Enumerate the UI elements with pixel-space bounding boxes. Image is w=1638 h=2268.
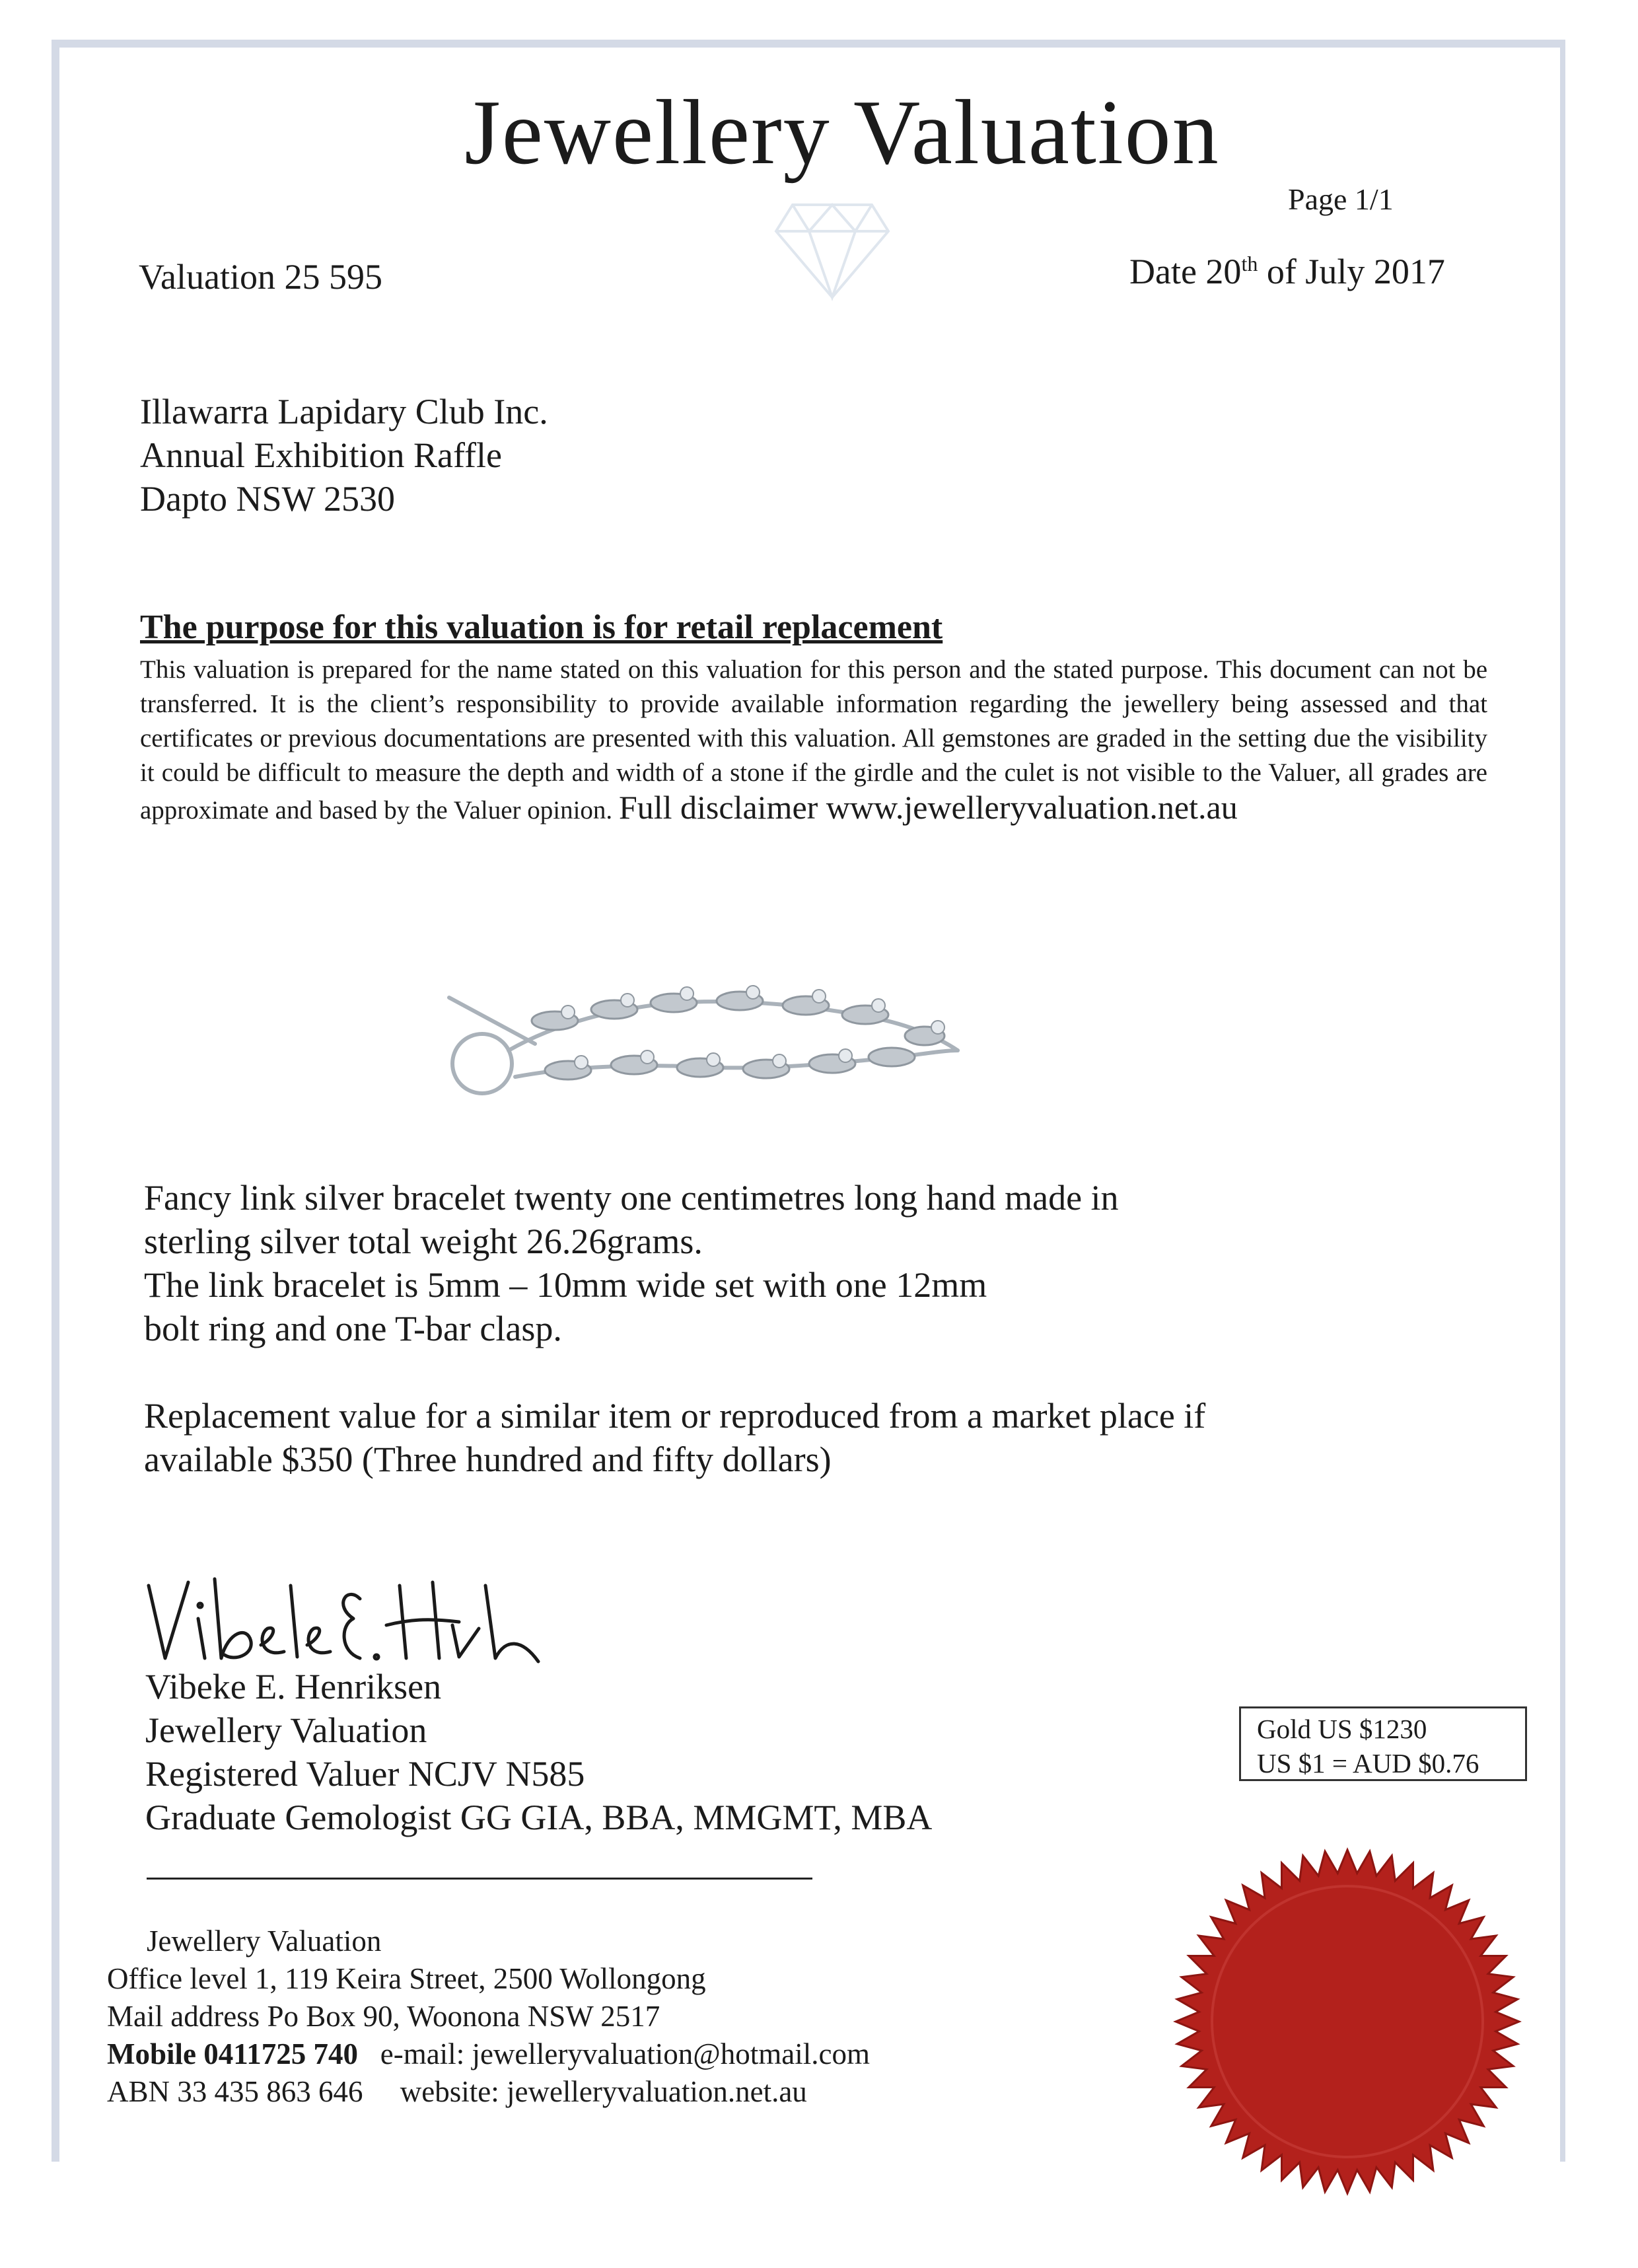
- footer-mail: Mail address Po Box 90, Woonona NSW 2517: [107, 2000, 660, 2033]
- item-line: Fancy link silver bracelet twenty one centimetres long hand made in: [144, 1178, 1119, 1218]
- footer-abn-website: [107, 2073, 870, 2111]
- bracelet-photo: [436, 951, 1057, 1123]
- client-name: Illawarra Lapidary Club Inc.: [140, 392, 548, 431]
- gold-price: Gold US $1230: [1257, 1714, 1427, 1744]
- client-locality: Dapto NSW 2530: [140, 479, 395, 519]
- signature: [142, 1572, 552, 1671]
- item-description: [144, 1176, 1333, 1350]
- diamond-watermark-icon: [773, 198, 892, 304]
- footer-website[interactable]: website: jewelleryvaluation.net.au: [400, 2075, 807, 2108]
- client-event: Annual Exhibition Raffle: [140, 435, 502, 475]
- red-seal: [1162, 1837, 1532, 2207]
- purpose-text: This valuation is prepared for the name stated on this valuation for this person and the stated purpose. This document can not be transferred. It is the client’s responsibility to provide available information regarding the jewellery being assessed and that certificates or previous documentations are presented with this valuation. All gemstones are graded in the setting due the visibility it could be difficult to measure the depth and width of a stone if the girdle and the culet is not visible to the Valuer, all grades are approximate and based by the Valuer opinion.: [140, 655, 1487, 824]
- footer-mobile-email: [107, 2035, 870, 2073]
- purpose-body: [140, 653, 1487, 828]
- valuation-date: Date 20th of July 2017: [1129, 252, 1445, 291]
- item-line: sterling silver total weight 26.26grams.: [144, 1222, 703, 1261]
- item-line: bolt ring and one T-bar clasp.: [144, 1309, 562, 1348]
- footer-company: Jewellery Valuation: [147, 1924, 382, 1957]
- footer-contact: [107, 1922, 870, 2111]
- page-number: Page 1/1: [1288, 182, 1394, 216]
- signer-name: Vibeke E. Henriksen: [145, 1667, 442, 1706]
- purpose-heading: The purpose for this valuation is for retail replacement: [140, 608, 943, 646]
- item-line: The link bracelet is 5mm – 10mm wide set with one 12mm: [144, 1265, 987, 1305]
- valuation-number: Valuation 25 595: [139, 257, 382, 297]
- footer-office: Office level 1, 119 Keira Street, 2500 Wollongong: [107, 1962, 706, 1995]
- document-title: Jewellery Valuation: [464, 81, 1220, 184]
- signer-credentials: Graduate Gemologist GG GIA, BBA, MMGMT, MBA: [145, 1798, 933, 1837]
- replacement-value: [144, 1394, 1399, 1481]
- replacement-line: available $350 (Three hundred and fifty dollars): [144, 1440, 832, 1479]
- replacement-line: Replacement value for a similar item or reproduced from a market place if: [144, 1396, 1206, 1436]
- client-address: [140, 390, 548, 521]
- signer-company: Jewellery Valuation: [145, 1710, 427, 1750]
- signer-registration: Registered Valuer NCJV N585: [145, 1754, 585, 1794]
- disclaimer-link[interactable]: Full disclaimer www.jewelleryvaluation.net.au: [618, 789, 1238, 826]
- signer-block: [145, 1665, 932, 1839]
- gold-price-box: [1239, 1706, 1527, 1781]
- exchange-rate: US $1 = AUD $0.76: [1257, 1748, 1479, 1778]
- footer-email[interactable]: e-mail: jewelleryvaluation@hotmail.com: [380, 2037, 870, 2070]
- footer-abn: ABN 33 435 863 646: [107, 2075, 363, 2108]
- footer-mobile: Mobile 0411725 740: [107, 2037, 358, 2070]
- signature-rule: [147, 1878, 812, 1880]
